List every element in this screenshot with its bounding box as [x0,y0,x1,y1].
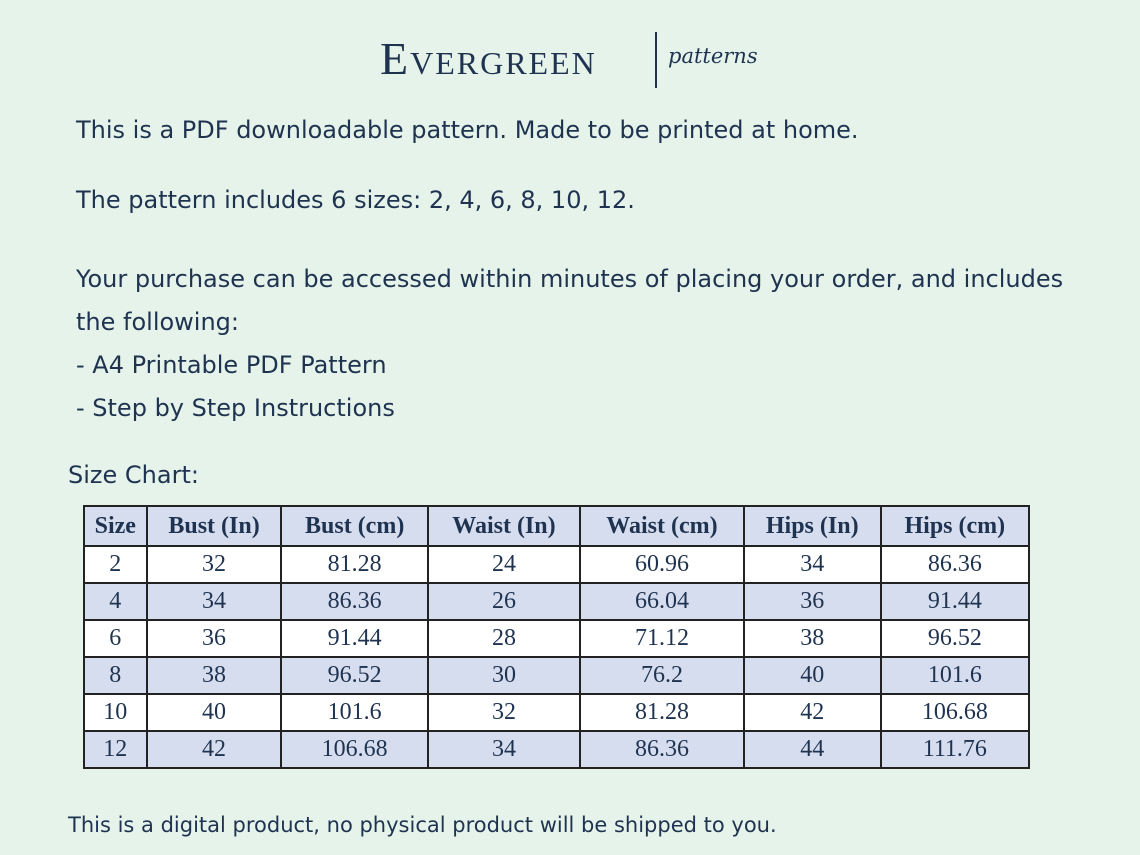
brand-name: Evergreen [380,33,597,84]
table-cell: 34 [428,731,580,768]
intro-line-pdf: This is a PDF downloadable pattern. Made to be printed at home. [76,116,859,144]
table-cell: 26 [428,583,580,620]
table-cell: 96.52 [881,620,1029,657]
table-row [84,583,1029,620]
brand-logo [380,30,780,92]
table-row [84,694,1029,731]
header-hips-in: Hips (In) [744,506,881,546]
table-cell: 106.68 [281,731,427,768]
table-cell: 10 [84,694,147,731]
table-cell: 91.44 [281,620,427,657]
table-cell: 32 [428,694,580,731]
table-row [84,657,1029,694]
table-cell: 2 [84,546,147,583]
footer-note: This is a digital product, no physical product will be shipped to you. [68,813,777,837]
table-cell: 76.2 [580,657,744,694]
table-cell: 101.6 [281,694,427,731]
brand-subtitle: patterns [668,44,758,68]
table-cell: 81.28 [580,694,744,731]
table-row [84,731,1029,768]
table-cell: 44 [744,731,881,768]
table-cell: 36 [147,620,282,657]
header-bust-cm: Bust (cm) [281,506,427,546]
table-cell: 42 [744,694,881,731]
table-cell: 106.68 [881,694,1029,731]
table-cell: 30 [428,657,580,694]
brand-divider [655,32,657,88]
table-row [84,620,1029,657]
table-cell: 40 [744,657,881,694]
table-cell: 86.36 [281,583,427,620]
table-row [84,546,1029,583]
table-cell: 86.36 [881,546,1029,583]
header-bust-in: Bust (In) [147,506,282,546]
table-cell: 111.76 [881,731,1029,768]
table-cell: 60.96 [580,546,744,583]
table-cell: 38 [147,657,282,694]
header-size: Size [84,506,147,546]
table-cell: 91.44 [881,583,1029,620]
table-cell: 38 [744,620,881,657]
table-cell: 40 [147,694,282,731]
table-cell: 71.12 [580,620,744,657]
table-cell: 101.6 [881,657,1029,694]
intro-line-purchase: Your purchase can be accessed within minutes of placing your order, and includes [76,265,1064,293]
table-cell: 4 [84,583,147,620]
intro-line-following: the following: [76,308,239,336]
table-cell: 86.36 [580,731,744,768]
table-cell: 24 [428,546,580,583]
table-cell: 6 [84,620,147,657]
table-cell: 34 [147,583,282,620]
table-cell: 81.28 [281,546,427,583]
table-cell: 36 [744,583,881,620]
table-cell: 42 [147,731,282,768]
table-cell: 34 [744,546,881,583]
header-waist-in: Waist (In) [428,506,580,546]
intro-line-sizes: The pattern includes 6 sizes: 2, 4, 6, 8, 10, 12. [76,186,635,214]
size-chart-table [83,505,1030,769]
table-cell: 28 [428,620,580,657]
bullet-pdf-pattern: - A4 Printable PDF Pattern [76,351,387,379]
header-hips-cm: Hips (cm) [881,506,1029,546]
size-chart-title: Size Chart: [68,461,199,489]
bullet-instructions: - Step by Step Instructions [76,394,395,422]
table-cell: 96.52 [281,657,427,694]
table-cell: 12 [84,731,147,768]
header-waist-cm: Waist (cm) [580,506,744,546]
table-cell: 66.04 [580,583,744,620]
table-header-row [84,506,1029,546]
table-cell: 8 [84,657,147,694]
table-cell: 32 [147,546,282,583]
